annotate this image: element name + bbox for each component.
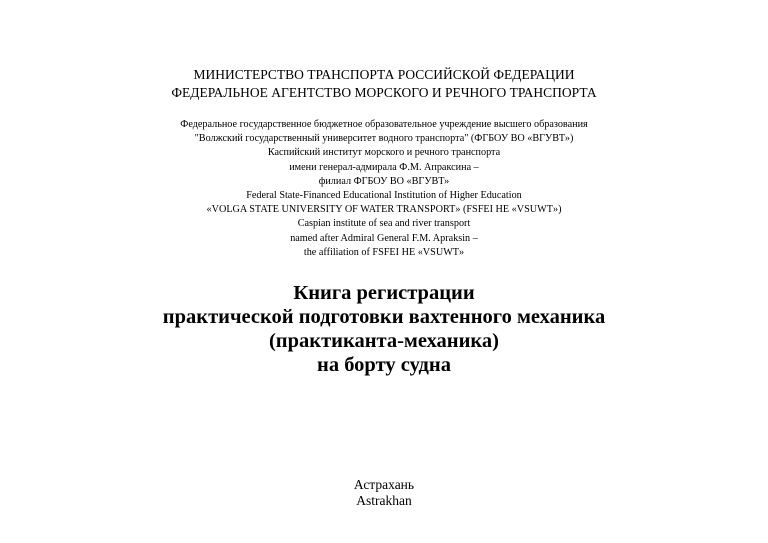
institution-line: «VOLGA STATE UNIVERSITY OF WATER TRANSPORT» (FSFEI HE «VSUWT») xyxy=(206,204,562,216)
institution-line: Федеральное государственное бюджетное образовательное учреждение высшего образования xyxy=(180,119,588,130)
agency-line: ФЕДЕРАЛЬНОЕ АГЕНТСТВО МОРСКОГО И РЕЧНОГО ТРАНСПОРТА xyxy=(171,85,597,100)
place-of-publication xyxy=(0,477,768,509)
title-line: практической подготовки вахтенного механика xyxy=(162,306,606,328)
institution-line: "Волжский государственный университет водного транспорта" (ФГБОУ ВО «ВГУВТ») xyxy=(194,133,574,145)
document-title xyxy=(0,281,768,377)
institution-line: филиал ФГБОУ ВО «ВГУВТ» xyxy=(318,175,450,187)
institution-line: Federal State-Financed Educational Institution of Higher Education xyxy=(246,190,522,202)
institution-line: Каспийский институт морского и речного транспорта xyxy=(267,147,501,159)
title-line: на борту судна xyxy=(317,354,451,376)
city-en: Astrakhan xyxy=(356,493,412,508)
institution-line: the affiliation of FSFEI HE «VSUWT» xyxy=(303,246,465,258)
institution-line: имени генерал-адмирала Ф.М. Апраксина – xyxy=(289,161,479,173)
ministry-header xyxy=(0,66,768,102)
ministry-line: МИНИСТЕРСТВО ТРАНСПОРТА РОССИЙСКОЙ ФЕДЕРАЦИИ xyxy=(193,67,575,82)
title-line: Книга регистрации xyxy=(293,282,475,304)
institution-line: Caspian institute of sea and river transport xyxy=(297,218,471,230)
city-ru: Астрахань xyxy=(353,477,415,492)
institution-line: named after Admiral General F.M. Apraksin – xyxy=(290,232,478,244)
title-line: (практиканта-механика) xyxy=(268,330,500,352)
institution-info xyxy=(0,118,768,260)
